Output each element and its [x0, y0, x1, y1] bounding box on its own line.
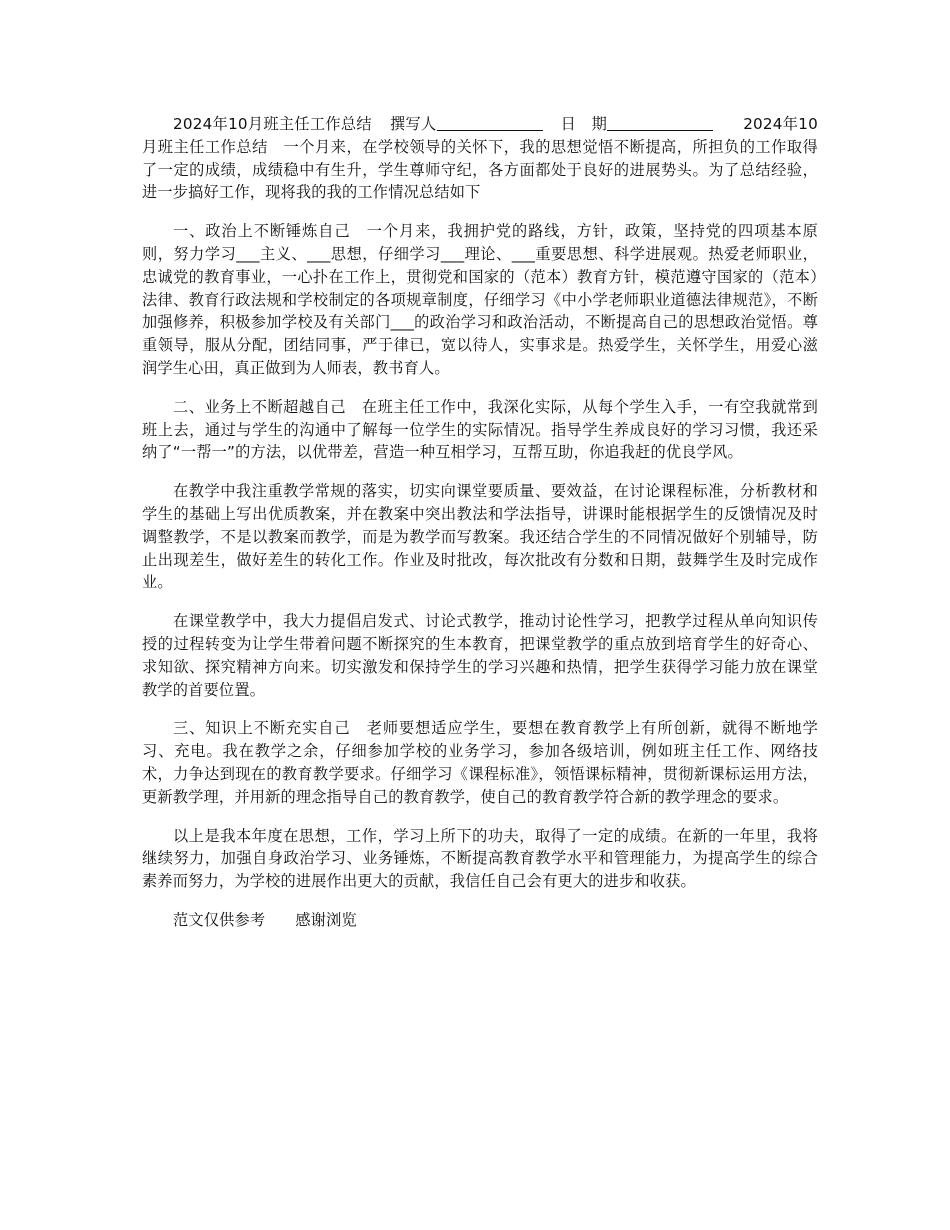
document-title: 2024年10月班主任工作总结 — [173, 115, 372, 133]
paragraph-business: 二、业务上不断超越自己 在班主任工作中，我深化实际，从每个学生入手，一有空我就常到班上去，通过与学生的沟通中了解每一位学生的实际情况。指导学生养成良好的学习习惯，我还采纳了“一帮一”的方法，以优带差，营造一种互相学习，互帮互助，你追我赶的优良学风。 — [142, 397, 818, 462]
paragraph-teaching: 在教学中我注重教学常规的落实，切实向课堂要质量、要效益，在讨论课程标准，分析教材和学生的基础上写出优质教案，并在教案中突出教法和学法指导，讲课时能根据学生的反馈情况及时调整教学，不是以教案而教学，而是为教学而写教案。我还结合学生的不同情况做好个别辅导，防止出现差生，做好差生的转化工作。作业及时批改，每次批改有分数和日期，鼓舞学生及时完成作业。 — [142, 482, 818, 592]
paragraph-political: 一、政治上不断锤炼自己 一个月来，我拥护党的路线，方针，政策，坚持党的四项基本原则，努力学习___主义、___思想，仔细学习___理论、___重要思想、科学进展观。热爱老师职业，忠诚党的教育事业，一心扑在工作上，贯彻党和国家的（范本）教育方针，模范遵守国家的（范本）法律、教育行政法规和学校制定的各项规章制度，仔细学习《中小学老师职业道德法律规范》，不断加强修养，积极参加学校及有关部门___的政治学习和政治活动，不断提高自己的思想政治觉悟。尊重领导，服从分配，团结同事，严于律已，宽以待人，实事求是。热爱学生，关怀学生，用爱心滋润学生心田，真正做到为人师表，教书育人。 — [142, 222, 818, 377]
document-body — [142, 113, 818, 948]
paragraph-classroom: 在课堂教学中，我大力提倡启发式、讨论式教学，推动讨论性学习，把教学过程从单向知识传授的过程转变为让学生带着问题不断探究的生本教育，把课堂教学的重点放到培育学生的好奇心、求知欲、探究精神方向来。切实激发和保持学生的学习兴趣和热情，把学生获得学习能力放在课堂教学的首要位置。 — [142, 612, 818, 699]
footer-note: 范文仅供参考 — [173, 910, 266, 929]
author-blank — [437, 114, 543, 131]
title-repeat-year: 2024 — [743, 115, 783, 133]
paragraph-knowledge: 三、知识上不断充实自己 老师要想适应学生，要想在教育教学上有所创新，就得不断地学习、充电。我在教学之余，仔细参加学校的业务学习，参加各级培训，例如班主任工作、网络技术，力争达到现在的教育教学要求。仔细学习《课程标准》，领悟课标精神，贯彻新课标运用方法，更新教学理，并用新的理念指导自己的教育教学，使自己的教育教学符合新的教学理念的要求。 — [142, 719, 818, 806]
date-label: 日 期 — [560, 115, 608, 133]
paragraph-conclusion: 以上是我本年度在思想，工作，学习上所下的功夫，取得了一定的成绩。在新的一年里，我将继续努力，加强自身政治学习、业务锤炼，不断提高教育教学水平和管理能力，为提高学生的综合素养而努力，为学校的进展作出更大的贡献，我信任自己会有更大的进步和收获。 — [142, 826, 818, 891]
author-label: 撰写人 — [389, 115, 437, 133]
header-paragraph — [142, 113, 818, 204]
date-blank — [607, 114, 713, 131]
intro-text: 年10月班主任工作总结 一个月来，在学校领导的关怀下，我的思想觉悟不断提高，所担负的工作取得了一定的成绩，成绩稳中有生升，学生尊师守纪，各方面都处于良好的进展势头。为了总结经验，进一步搞好工作，现将我的我的工作情况总结如下 — [142, 115, 818, 202]
footer-line — [142, 909, 818, 932]
footer-thanks: 感谢浏览 — [295, 910, 357, 929]
